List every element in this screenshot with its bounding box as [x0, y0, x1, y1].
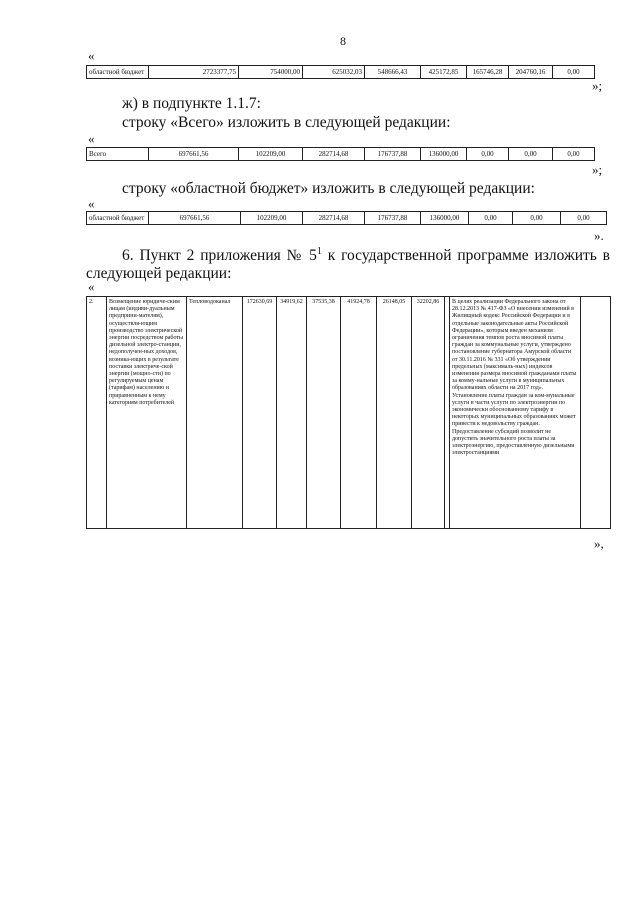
table-cell: 0,00: [467, 148, 509, 161]
close-quote: ».: [594, 228, 604, 243]
open-quote: «: [88, 279, 95, 294]
superscript: 1: [316, 246, 322, 257]
table-cell: 754000,00: [239, 66, 303, 79]
table-cell: 165746,28: [467, 66, 509, 79]
close-quote: »;: [592, 162, 603, 177]
table-cell: Всего: [87, 148, 149, 161]
executor: Тепловодоканал: [187, 297, 243, 529]
table-cell: 282714,68: [303, 212, 365, 225]
program-measure-table: [86, 296, 611, 529]
table-cell: областной бюджет: [87, 212, 149, 225]
page-number: 8: [340, 34, 346, 48]
table-cell: 0,00: [469, 212, 513, 225]
item-6-text: 6. Пункт 2 приложения № 5: [122, 247, 317, 265]
table-cell: 0,00: [509, 148, 553, 161]
table-regional-budget-1: [86, 65, 595, 79]
table-cell: 697661,56: [149, 148, 239, 161]
measure-description: Возмещение юридиче-ским лицам (индиви-дуальным предприни-мателям), осуществля-ющим производство электрической энергии посредством работы дизельной электро-станции, недополучен-ных доходов, возника-ющих в результате поставки электриче-ской энергии (мощно-сти) по регулируемым ценам (тарифам) населению и приравненным к нему категориям потребителей: [107, 297, 187, 529]
section-heading-regional: строку «областной бюджет» изложить в следующей редакции:: [122, 180, 535, 197]
open-quote: «: [88, 196, 95, 211]
table-cell: 0,00: [553, 148, 595, 161]
value-cell: 26148,05: [377, 297, 412, 529]
close-quote: »;: [592, 78, 603, 93]
value-cell: 34919,62: [277, 297, 307, 529]
table-total: [86, 147, 595, 161]
section-heading-total: строку «Всего» изложить в следующей редакции:: [122, 114, 451, 131]
table-cell: 282714,68: [303, 148, 365, 161]
table-row: [87, 66, 595, 79]
open-quote: «: [88, 131, 95, 146]
value-cell: 41924,78: [341, 297, 377, 529]
open-quote: «: [88, 48, 95, 63]
value-cell: 32202,86: [412, 297, 445, 529]
table-cell: 0,00: [553, 66, 595, 79]
row-number: 2.: [87, 297, 107, 529]
table-cell: 102209,00: [239, 148, 303, 161]
close-quote: »,: [594, 536, 604, 551]
subpoint-heading: ж) в подпункте 1.1.7:: [122, 95, 261, 112]
table-row: [87, 297, 611, 529]
table-cell: 0,00: [513, 212, 561, 225]
table-cell: областной бюджет: [87, 66, 149, 79]
table-row: [87, 148, 595, 161]
table-cell: 548666,43: [365, 66, 421, 79]
table-cell: 136000,00: [421, 212, 469, 225]
table-row: [87, 212, 607, 225]
table-cell: 176737,88: [365, 212, 421, 225]
value-cell: 37535,38: [307, 297, 341, 529]
item-6-text-rest: к государственной программе изложить в следующей редакции:: [86, 247, 610, 283]
table-cell: 0,00: [561, 212, 607, 225]
table-cell: 204760,16: [509, 66, 553, 79]
table-cell: 697661,56: [149, 212, 241, 225]
table-cell: 625032,03: [303, 66, 365, 79]
item-6-heading: [86, 243, 610, 283]
table-cell: 176737,88: [365, 148, 421, 161]
value-cell: 172630,69: [243, 297, 277, 529]
table-cell: 425172,85: [421, 66, 467, 79]
table-cell: 2723377,75: [149, 66, 239, 79]
table-cell: 136000,00: [421, 148, 467, 161]
table-cell: 102209,00: [241, 212, 303, 225]
blank-cell: [581, 297, 611, 529]
table-regional-budget-2: [86, 211, 607, 225]
expected-result: В целях реализации Федерального закона от 28.12.2013 № 417-ФЗ «О внесении изменений в Жилищный кодекс Российской Федерации и в отдельные законодательные акты Российской Федерации», которым введен механизм ограничения темпов роста вносимой платы граждан за коммунальные услуги, утверждено постановление губернатора Амурской области от 30.11.2016 № 331 «Об утверждении предельных (максималь-ных) индексов изменения размера вносимой гражданами платы за комму-нальные услуги в муниципальных образованиях области на 2017 год». Установление платы граждан за ком-мунальные услуги в части услуги по электроэнергии по экономически обоснованному тарифу в некоторых муниципальных образованиях может привести к недовольству граждан. Предоставление субсидий позволит не допустить значительного роста платы за электроэнергию, предоставленную дизельными электростанциями: [450, 297, 581, 529]
